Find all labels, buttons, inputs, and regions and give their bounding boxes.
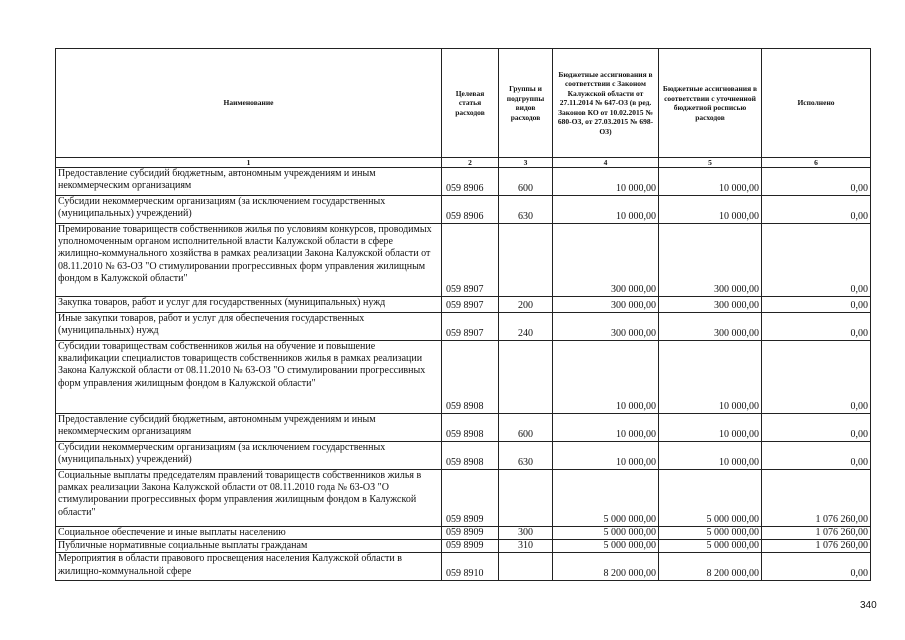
row-target-article: 059 8908 <box>442 442 499 470</box>
column-number: 4 <box>553 158 659 168</box>
row-revised-allocation: 5 000 000,00 <box>659 470 762 527</box>
row-revised-allocation: 10 000,00 <box>659 341 762 414</box>
row-name: Социальные выплаты председателям правлений товариществ собственников жилья в рамках реализации Закона Калужской области от 08.11.2010 года № 63-ОЗ "О стимулировании прогрессивных форм управления жилищным фондом в Калужской области" <box>56 470 442 527</box>
row-name: Субсидии товариществам собственников жилья на обучение и повышение квалификации специалистов товариществ собственников жилья в рамках реализации Закона Калужской области от 08.11.2010 № 63-ОЗ "О стимулировании прогрессивных форм управления жилищным фондом в Калужской области" <box>56 341 442 414</box>
column-number-row <box>56 158 871 168</box>
row-law-allocation: 5 000 000,00 <box>553 527 659 540</box>
row-executed: 0,00 <box>762 442 871 470</box>
header-expense-groups: Группы и подгруппы видов расходов <box>499 49 553 158</box>
row-target-article: 059 8907 <box>442 313 499 341</box>
row-law-allocation: 10 000,00 <box>553 196 659 224</box>
row-revised-allocation: 10 000,00 <box>659 442 762 470</box>
row-name: Предоставление субсидий бюджетным, автономным учреждениям и иным некоммерческим организациям <box>56 168 442 196</box>
row-revised-allocation: 5 000 000,00 <box>659 540 762 553</box>
table-row <box>56 297 871 313</box>
header-target-article: Целевая статья расходов <box>442 49 499 158</box>
header-executed: Исполнено <box>762 49 871 158</box>
header-row <box>56 49 871 158</box>
table-body <box>56 168 871 581</box>
row-expense-group <box>499 470 553 527</box>
page-number: 340 <box>860 600 877 611</box>
row-law-allocation: 10 000,00 <box>553 341 659 414</box>
row-expense-group <box>499 341 553 414</box>
column-number: 3 <box>499 158 553 168</box>
row-executed: 1 076 260,00 <box>762 540 871 553</box>
table-row <box>56 168 871 196</box>
row-name: Социальное обеспечение и иные выплаты населению <box>56 527 442 540</box>
row-law-allocation: 300 000,00 <box>553 313 659 341</box>
table-row <box>56 224 871 297</box>
row-law-allocation: 10 000,00 <box>553 442 659 470</box>
row-target-article: 059 8909 <box>442 527 499 540</box>
row-revised-allocation: 8 200 000,00 <box>659 553 762 581</box>
table-row <box>56 470 871 527</box>
table-row <box>56 540 871 553</box>
row-target-article: 059 8908 <box>442 414 499 442</box>
row-executed: 0,00 <box>762 196 871 224</box>
column-number: 2 <box>442 158 499 168</box>
table-row <box>56 527 871 540</box>
row-name: Иные закупки товаров, работ и услуг для обеспечения государственных (муниципальных) нужд <box>56 313 442 341</box>
row-expense-group: 200 <box>499 297 553 313</box>
row-law-allocation: 300 000,00 <box>553 224 659 297</box>
header-name: Наименование <box>56 49 442 158</box>
row-revised-allocation: 5 000 000,00 <box>659 527 762 540</box>
row-executed: 0,00 <box>762 553 871 581</box>
table-row <box>56 196 871 224</box>
row-executed: 0,00 <box>762 168 871 196</box>
row-law-allocation: 300 000,00 <box>553 297 659 313</box>
row-executed: 0,00 <box>762 297 871 313</box>
row-revised-allocation: 10 000,00 <box>659 414 762 442</box>
header-law-allocations: Бюджетные ассигнования в соответствии с Законом Калужской области от 27.11.2014 № 647-ОЗ (в ред. Законов КО от 10.02.2015 № 680-ОЗ, от 27.03.2015 № 698-ОЗ) <box>553 49 659 158</box>
row-name: Премирование товариществ собственников жилья по условиям конкурсов, проводимых уполномоченным органом исполнительной власти Калужской области в сфере жилищно-коммунального хозяйства в рамках реализации Закона Калужской области от 08.11.2010 № 63-ОЗ "О стимулировании прогрессивных форм управления жилищным фондом в Калужской области" <box>56 224 442 297</box>
row-name: Предоставление субсидий бюджетным, автономным учреждениям и иным некоммерческим организациям <box>56 414 442 442</box>
row-revised-allocation: 300 000,00 <box>659 297 762 313</box>
row-expense-group <box>499 553 553 581</box>
row-law-allocation: 10 000,00 <box>553 168 659 196</box>
row-expense-group <box>499 224 553 297</box>
row-target-article: 059 8909 <box>442 470 499 527</box>
row-name: Публичные нормативные социальные выплаты гражданам <box>56 540 442 553</box>
row-expense-group: 300 <box>499 527 553 540</box>
row-name: Закупка товаров, работ и услуг для государственных (муниципальных) нужд <box>56 297 442 313</box>
row-revised-allocation: 10 000,00 <box>659 168 762 196</box>
row-expense-group: 600 <box>499 414 553 442</box>
row-executed: 0,00 <box>762 224 871 297</box>
row-target-article: 059 8910 <box>442 553 499 581</box>
row-executed: 1 076 260,00 <box>762 470 871 527</box>
row-executed: 0,00 <box>762 414 871 442</box>
row-target-article: 059 8906 <box>442 196 499 224</box>
row-target-article: 059 8908 <box>442 341 499 414</box>
row-law-allocation: 5 000 000,00 <box>553 540 659 553</box>
column-number: 6 <box>762 158 871 168</box>
row-target-article: 059 8909 <box>442 540 499 553</box>
row-expense-group: 240 <box>499 313 553 341</box>
table-row <box>56 442 871 470</box>
row-expense-group: 310 <box>499 540 553 553</box>
budget-table <box>55 48 871 581</box>
row-name: Субсидии некоммерческим организациям (за исключением государственных (муниципальных) учреждений) <box>56 196 442 224</box>
row-expense-group: 630 <box>499 196 553 224</box>
row-law-allocation: 10 000,00 <box>553 414 659 442</box>
row-revised-allocation: 300 000,00 <box>659 313 762 341</box>
row-law-allocation: 5 000 000,00 <box>553 470 659 527</box>
row-expense-group: 600 <box>499 168 553 196</box>
row-revised-allocation: 300 000,00 <box>659 224 762 297</box>
row-name: Мероприятия в области правового просвещения населения Калужской области в жилищно-коммунальной сфере <box>56 553 442 581</box>
table-row <box>56 341 871 414</box>
table-row <box>56 414 871 442</box>
row-target-article: 059 8906 <box>442 168 499 196</box>
column-number: 5 <box>659 158 762 168</box>
header-revised-allocations: Бюджетные ассигнования в соответствии с уточненной бюджетной росписью расходов <box>659 49 762 158</box>
column-number: 1 <box>56 158 442 168</box>
row-law-allocation: 8 200 000,00 <box>553 553 659 581</box>
row-revised-allocation: 10 000,00 <box>659 196 762 224</box>
row-target-article: 059 8907 <box>442 224 499 297</box>
row-executed: 1 076 260,00 <box>762 527 871 540</box>
row-executed: 0,00 <box>762 341 871 414</box>
row-executed: 0,00 <box>762 313 871 341</box>
row-name: Субсидии некоммерческим организациям (за исключением государственных (муниципальных) учреждений) <box>56 442 442 470</box>
row-target-article: 059 8907 <box>442 297 499 313</box>
table-row <box>56 553 871 581</box>
table-row <box>56 313 871 341</box>
row-expense-group: 630 <box>499 442 553 470</box>
